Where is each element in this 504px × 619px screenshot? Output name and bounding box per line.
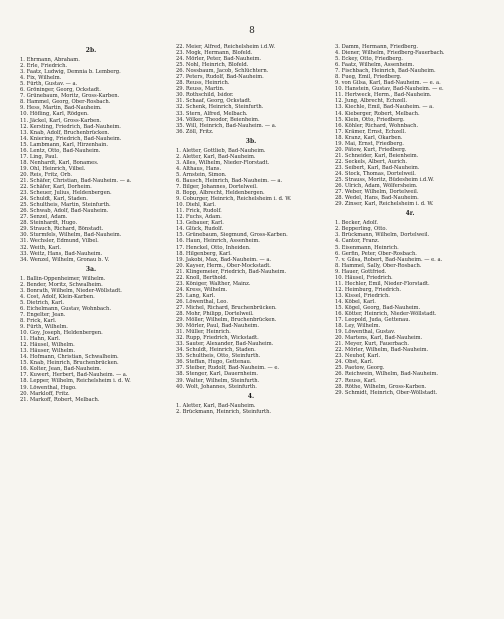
list-entry: 30. Sturmfels, Wilhelm, Bad-Nauheim. [20,232,122,239]
list-entry: 6. Gröninger, Georg, Ockstadt. [20,87,101,94]
list-entry: 18. Nenhardt, Karl, Bonames. [20,159,99,166]
list-entry: 11. Hertweck, Herm., Bad-Nauheim. [335,92,432,99]
list-entry: 25. Nohl, Heinrich, Blofeld. [176,62,249,69]
list-entry: 27. Senzel, Adam. [20,214,68,221]
list-entry: 21. Meyer, Kurt, Fauerbach. [335,341,409,348]
list-entry: 20. Martens, Karl, Bad-Nauheim. [335,335,423,342]
list-entry: 24. Obst, Karl. [335,359,374,366]
list-entry: 16. Kolter, Jean, Bad-Nauheim. [20,366,102,373]
column-middle [176,44,326,415]
list-entry: 15. Grünebaum, Siegmund, Gross-Karben. [176,232,288,239]
list-entry: 9. von Gilsa, Karl, Bad-Nauheim. — e. a. [335,80,441,87]
list-entry: 4. Fix, Wilhelm. [20,75,62,82]
list-entry: 36. Steffan, Hugo, Gettenau. [176,359,252,366]
list-entry: 23. Mogk, Hermann, Blofeld. [176,50,253,57]
list-entry: 30. Rothschild, Isidor. [176,92,234,99]
list-entry: 11. Jäckel, Karl, Gross-Karben. [20,117,102,124]
list-entry: 3. Bonrath, Wilhelm, Nieder-Wöllstadt. [20,287,122,294]
list-entry: 4. Cost, Adolf, Klein-Karben. [20,293,95,300]
list-entry: 22. Mörler, Wilhelm, Bad-Nauheim. [335,347,429,354]
list-entry: 6. Eichelmann, Gustav, Wohnbach. [20,305,112,312]
list-entry: 28. Mohr, Philipp, Dortelweil. [176,311,254,318]
list-entry: 7. Fischbach, Heinrich, Bad-Nauheim. [335,68,436,75]
list-entry: 8. Fueg, Emil, Friedberg. [335,74,402,81]
list-entry: 28. Reuss, Heinrich. [176,80,230,87]
list-entry: 22. Knoll, Berthold. [176,274,228,281]
list-entry: 24. Kress, Wilhelm. [176,286,228,293]
list-entry: 21. Klingemeier, Friedrich, Bad-Nauheim. [176,268,287,275]
list-entry: 10. Höfling, Karl, Rödgen. [20,111,89,118]
list-entry: 22. Seckels, Albert, Aurich. [335,158,408,165]
list-entry: 1. Aletter, Gottlieb, Bad-Nauheim. [176,147,266,154]
list-entry: 1. Becker, Adolf. [335,220,379,227]
list-entry: 28. Röthe, Wilhelm, Gross-Karben. [335,383,427,390]
list-entry: 28. Steinhardt, Hugo. [20,220,78,227]
list-entry: 9. Hauer, Gottfried. [335,268,387,275]
list-entry: 38. Stenger, Karl, Dauernheim. [176,371,259,378]
list-entry: 5. Arnstein, Simon. [176,171,227,178]
list-entry: 22. Meier, Alfred, Reichelsheim i.d.W. [176,44,275,50]
list-entry: 14. Köbel, Karl. [335,298,376,305]
section-heading: 3a. [85,265,97,273]
list-entry: 19. Jakobi, Max, Bad-Nauheim. — a. [176,256,272,263]
list-entry: 3. Damm, Hermann, Friedberg. [335,44,419,50]
list-entry: 35. Schultheis, Otto, Steinfurth. [176,353,261,360]
list-entry: 26. Reichwein, Wilhelm, Bad-Nauheim. [335,371,439,378]
list-entry: 34. Wenzel, Wilhelm, Gronau b. V. [20,256,110,263]
list-entry: 4. Diener, Wilhelm, Friedberg-Fauerbach. [335,50,445,57]
list-entry: 28. Wedel, Hans, Bad-Nauheim. [335,195,419,202]
list-entry: 34. Völker, Theodor, Beienheim. [176,116,260,123]
list-entry: 26. Ulrich, Adam, Wölfersheim. [335,183,418,190]
list-entry: 25. Strauss, Moritz, Büdesheim i.d.W. [335,177,434,184]
list-entry: 39. Walter, Wilhelm, Steinfurth. [176,377,260,384]
section-heading: 3b. [245,137,257,145]
list-entry: 12. Kersting, Friedrich, Bad-Nauheim. [20,123,121,130]
list-entry: 10. Goy, Joseph, Heldenbergen. [20,330,103,337]
list-entry: 12. Fuchs, Adam. [176,214,222,221]
list-entry: 14. Kieberger, Robert, Melbach. [335,110,420,117]
list-entry: 2. Bender, Moritz, Schwalheim. [20,281,103,288]
list-entry: 23. Seibert, Karl, Bad-Nauheim. [335,164,420,171]
list-entry: 6. Gerfin, Peter, Ober-Rosbach. [335,250,417,257]
list-entry: 33. Weitz, Hans, Bad-Nauheim. [20,250,103,257]
list-entry: 6. Bausch, Heinrich, Bad-Nauheim. — a. [176,177,283,184]
list-entry: 9. Coburger, Heinrich, Reichelsheim i. d. W. [176,196,292,203]
list-entry: 32. Schenk, Heinrich, Steinfurth. [176,104,264,111]
list-entry: 17. Henckel, Otto, Inheiden. [176,244,251,251]
list-entry: 23. Königer, Walther, Mainz. [176,280,251,287]
list-entry: 6. Faatz, Wilhelm, Assenheim. [335,62,415,69]
list-entry: 26. Löwenthal, Leo. [176,298,228,305]
list-entry: 14. Glück, Rudolf. [176,226,224,233]
list-entry: 2. Brückmann, Heinrich, Steinfurth. [176,408,272,415]
list-entry: 26. Schwab, Adolf, Bad-Nauheim. [20,208,109,215]
list-entry: 21. Schneider, Karl, Beienheim. [335,152,419,159]
list-entry: 14. Hofmann, Christian, Schwalheim. [20,354,119,361]
list-entry: 18. Hilgenberg, Karl. [176,250,232,257]
list-entry: 10. Häusel, Friedrich. [335,274,393,281]
list-entry: 32. Rupp, Friedrich, Wickstadt. [176,335,259,342]
list-entry: 20. Pätow, Kurt, Friedberg. [335,146,407,153]
list-entry: 12. Jung, Albrecht, Echzell. [335,98,407,105]
list-entry: 32. Weith, Karl. [20,244,62,251]
list-entry: 24. Schuldt, Karl, Staden. [20,196,88,203]
list-entry: 13. Gebauer, Karl. [176,220,224,227]
list-entry: 13. Häuser, Wilhelm. [20,348,75,355]
list-entry: 17. Krämer, Ernst, Echzell. [335,128,406,135]
list-entry: 15. Knab, Heinrich, Bruchenbrücken. [20,360,119,367]
list-entry: 13. Kissel, Friedrich. [335,292,390,299]
list-entry: 9. Hess, Martin, Bad-Nauheim. [20,105,102,112]
list-entry: 27. Weber, Wilhelm, Dortelweil. [335,189,419,196]
list-entry: 19. Löwenthal, Gustav. [335,329,396,336]
list-entry: 11. Hechler, Emil, Nieder-Florstadt. [335,280,430,287]
list-entry: 25. Schultheis, Martin, Steinfurth. [20,202,111,209]
list-entry: 29. Zinser, Karl, Reichelsheim i. d. W. [335,201,434,208]
list-entry: 33. Stern, Alfred, Melbach. [176,110,248,117]
page-number: 8 [249,26,255,36]
list-entry: 35. Will, Heinrich, Bad-Nauheim. — a. [176,122,277,129]
list-entry: 24. Stock, Thomas, Dortelweil. [335,170,416,177]
list-entry: 18. Ley, Wilhelm. [335,323,381,330]
list-entry: 8. Bopp, Albrecht, Heldenbergen. [176,190,265,197]
list-entry: 26. Nossbaum, Jacob, Schlüchtern. [176,68,269,75]
list-entry: 17. Kuwert, Herbert, Bad-Nauheim. — a. [20,372,128,379]
list-entry: 1. Aletter, Karl, Bad-Nauheim. [176,402,256,409]
list-entry: 12. Heimburg, Friedrich. [335,286,401,293]
list-entry: 31. Schaaf, Georg, Ockstadt. [176,98,252,105]
list-entry: 25. Lang, Karl. [176,292,216,299]
list-entry: 5. Eisenmann, Heinrich. [335,244,399,251]
list-entry: 17. Leopold, Juda, Gettenau. [335,317,411,324]
list-entry: 31. Müller, Heinrich. [176,329,231,336]
list-entry: 1. Ballin-Oppenheimer, Wilhelm. [20,275,106,282]
list-entry: 15. Klein, Otto, Friedberg. [335,116,405,123]
list-entry: 2. Erle, Friedrich. [20,63,68,70]
list-entry: 30. Mörler, Paul, Bad-Nauheim. [176,323,259,330]
list-entry: 10. Hanstein, Gustav, Bad-Nauheim. — e. [335,86,444,93]
list-entry: 4. Althaus, Hans. [176,165,222,172]
list-entry: 12. Häusel, Wilhelm. [20,342,75,349]
list-entry: 20. Markloff, Fritz. [20,390,70,397]
list-entry: 17. Ling, Paul. [20,153,58,160]
list-entry: 2. Bepperling, Otto. [335,226,388,233]
list-entry: 7. v. Gilsa, Robert, Bad-Nauheim. — e. a. [335,256,443,263]
list-entry: 23. Neuhof, Karl. [335,353,381,360]
list-entry: 7. Engelter, Jean. [20,311,66,318]
section-heading: 4r. [405,210,415,218]
list-entry: 7. Grünebaum, Moritz, Gross-Karben. [20,93,120,100]
list-entry: 1. Ehrmann, Abraham. [20,57,80,64]
list-entry: 31. Wechsler, Edmund, Vilbel. [20,238,99,245]
list-entry: 22. Schäfer, Karl, Dorheim. [20,184,92,191]
list-entry: 19. Löwenthal, Hugo. [20,384,77,391]
list-entry: 10. Diehl, Karl. [176,202,216,209]
list-entry: 29. Strauch, Richard, Bönstadt. [20,226,104,233]
list-entry: 2. Aletter, Karl, Bad-Nauheim. [176,153,256,160]
list-entry: 9. Fürth, Wilhelm. [20,324,68,331]
list-entry: 4. Cantor, Franz. [335,238,380,245]
list-entry: 16. Kötter, Heinrich, Nieder-Wöllstadt. [335,311,437,318]
list-entry: 27. Reuss, Karl. [335,377,377,384]
list-entry: 23. Scheuer, Julius, Heldenbergen. [20,190,112,197]
list-entry: 3. Brückmann, Wilhelm, Dortelweil. [335,232,430,239]
section-heading: 4. [247,392,255,400]
list-entry: 25. Paetow, Georg. [335,365,385,372]
list-entry: 21. Markoff, Robert, Melbach. [20,396,100,403]
list-entry: 14. Kniering, Friedrich, Bad-Nauheim. [20,135,122,142]
list-entry: 24. Mörler, Peter, Bad-Nauheim. [176,56,262,63]
list-entry: 18. Lepper, Wilhelm, Reichelsheim i. d. W. [20,378,131,385]
list-entry: 27. Michel, Richard, Bruchenbrücken. [176,304,277,311]
column-right [335,44,485,396]
list-entry: 19. Ohl, Heinrich, Vilbel. [20,165,86,172]
list-entry: 8. Hammel, Georg, Ober-Rosbach. [20,99,111,106]
list-entry: 8. Hammel, Sally, Ober-Rosbach. [335,262,422,269]
list-entry: 11. Hahn, Karl. [20,336,61,343]
list-entry: 29. Möller, Wilhelm, Bruchenbrücken. [176,317,277,324]
section-heading: 2b. [85,47,97,54]
list-entry: 5. Dietrich, Karl. [20,299,65,306]
list-entry: 16. Köhler, Richard, Wohnbach. [335,122,419,129]
list-entry: 16. Haun, Heinrich, Assenheim. [176,238,260,245]
list-entry: 5. Eckey, Otto, Friedberg. [335,56,403,63]
list-entry: 20. Kayser, Herm., Ober-Mockstadt. [176,262,271,269]
list-entry: 34. Schuldt, Heinrich, Staden. [176,347,256,354]
list-entry: 37. Steiber, Rudolf, Bad-Nauheim. — e. [176,365,280,372]
list-entry: 13. Kiechle, Emil, Bad-Nauheim. — a. [335,104,434,111]
list-entry: 20. Reis, Fritz, Orb. [20,171,73,178]
list-entry: 15. Lambmann, Karl, Hirzenhain. [20,141,108,148]
list-entry: 33. Sauter, Alexander, Bad-Nauheim. [176,341,274,348]
list-entry: 18. Kranz, Karl, Okarben. [335,134,403,141]
list-entry: 8. Frick, Karl. [20,318,57,325]
list-entry: 27. Peters, Rudolf, Bad-Nauheim. [176,74,264,81]
list-entry: 15. Kögel, Georg, Bad-Nauheim. [335,304,421,311]
list-entry: 11. Frick, Rudolf. [176,208,222,215]
list-entry: 40. Wolt, Johannes, Steinfurth. [176,383,257,390]
list-entry: 16. Lentz, Otto, Bad-Nauheim. [20,147,101,154]
list-entry: 5. Fürth, Gustav. — a. [20,81,78,88]
list-entry: 3. Faatz, Ludwig, Demnia b. Lemberg. [20,69,121,76]
list-entry: 29. Reuss, Martin. [176,86,225,93]
list-entry: 19. Mai, Ernst, Friedberg. [335,140,404,147]
list-entry: 21. Schäfer, Christian, Bad-Nauheim. — a. [20,177,132,184]
list-entry: 36. Zöll, Fritz. [176,128,214,135]
list-entry: 7. Bilger, Johannes, Dortelweil. [176,184,258,191]
column-left [20,44,162,403]
list-entry: 29. Schmidt, Heinrich, Ober-Wöllstadt. [335,389,438,396]
list-entry: 3. Alles, Wilhelm, Nieder-Florstadt. [176,159,270,166]
list-entry: 13. Knab, Adolf, Bruchenbrücken. [20,129,110,136]
